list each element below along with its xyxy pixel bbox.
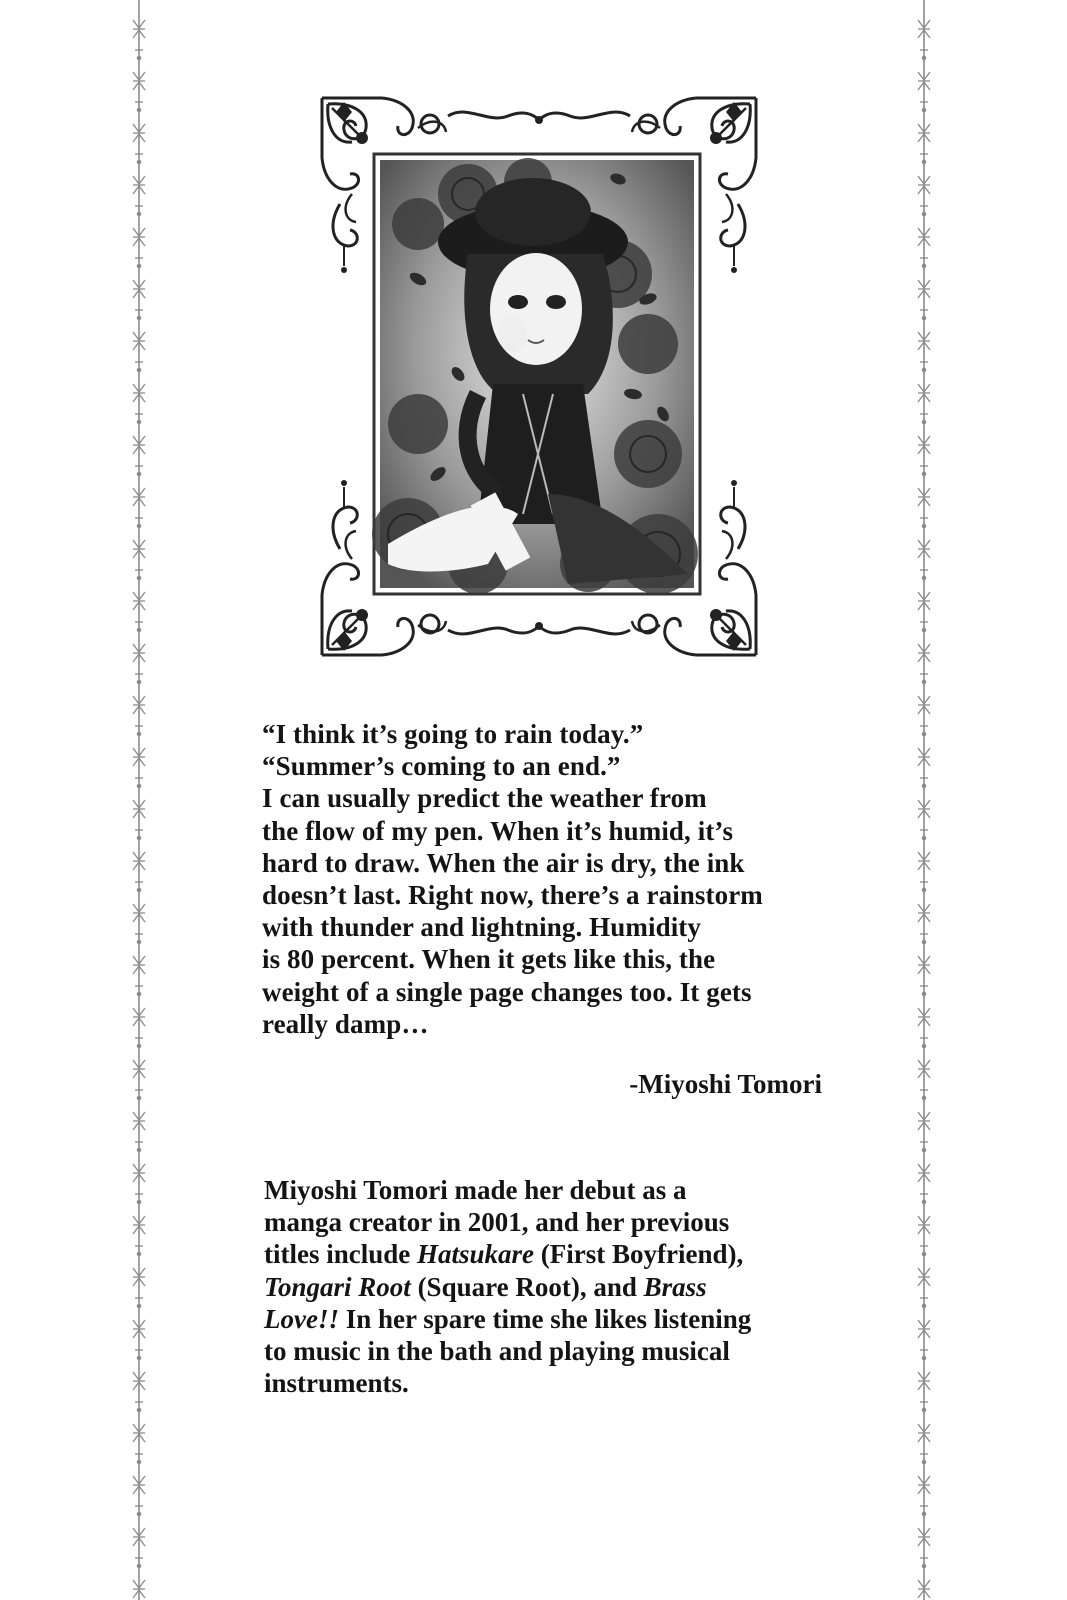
quote-line: really damp… [262,1008,429,1039]
bio-text: In her spare time she likes listening [338,1303,752,1334]
author-signature: -Miyoshi Tomori [629,1069,822,1099]
left-ornamental-border [124,0,154,1600]
quote-line: doesn’t last. Right now, there’s a rainstorm [262,880,763,911]
bio-line [264,1238,844,1270]
bio-line [264,1303,844,1335]
quote-line: the flow of my pen. When it’s humid, it’s [262,815,734,846]
quote-line: “I think it’s going to rain today.” [262,719,644,749]
quote-line: hard to draw. When the air is dry, the ink [262,847,745,878]
quote-line: I can usually predict the weather from [262,783,707,814]
bio-text: (First Boyfriend), [534,1239,744,1270]
book-title: Brass [643,1271,707,1302]
bio-line: instruments. [264,1368,409,1399]
quote-line: with thunder and lightning. Humidity [262,912,701,943]
book-title: Tongari Root [264,1271,411,1302]
book-title: Hatsukare [417,1239,535,1270]
bio-line: to music in the bath and playing musical [264,1336,730,1367]
ornate-filigree-frame-icon [318,94,760,659]
bio-line: manga creator in 2001, and her previous [264,1207,730,1238]
bio-text: titles include [264,1239,417,1270]
author-bio [264,1174,844,1399]
bio-line: Miyoshi Tomori made her debut as a [264,1175,687,1205]
book-title: Love!! [264,1303,339,1334]
quote-line: is 80 percent. When it gets like this, the [262,944,716,975]
right-ornamental-border [909,0,939,1600]
bio-text: (Square Root), and [410,1271,644,1302]
quote-line: weight of a single page changes too. It gets [262,976,752,1007]
quote-line: “Summer’s coming to an end.” [262,751,621,782]
framed-illustration [318,94,760,659]
bio-line [264,1271,844,1303]
author-quote [262,718,842,1040]
